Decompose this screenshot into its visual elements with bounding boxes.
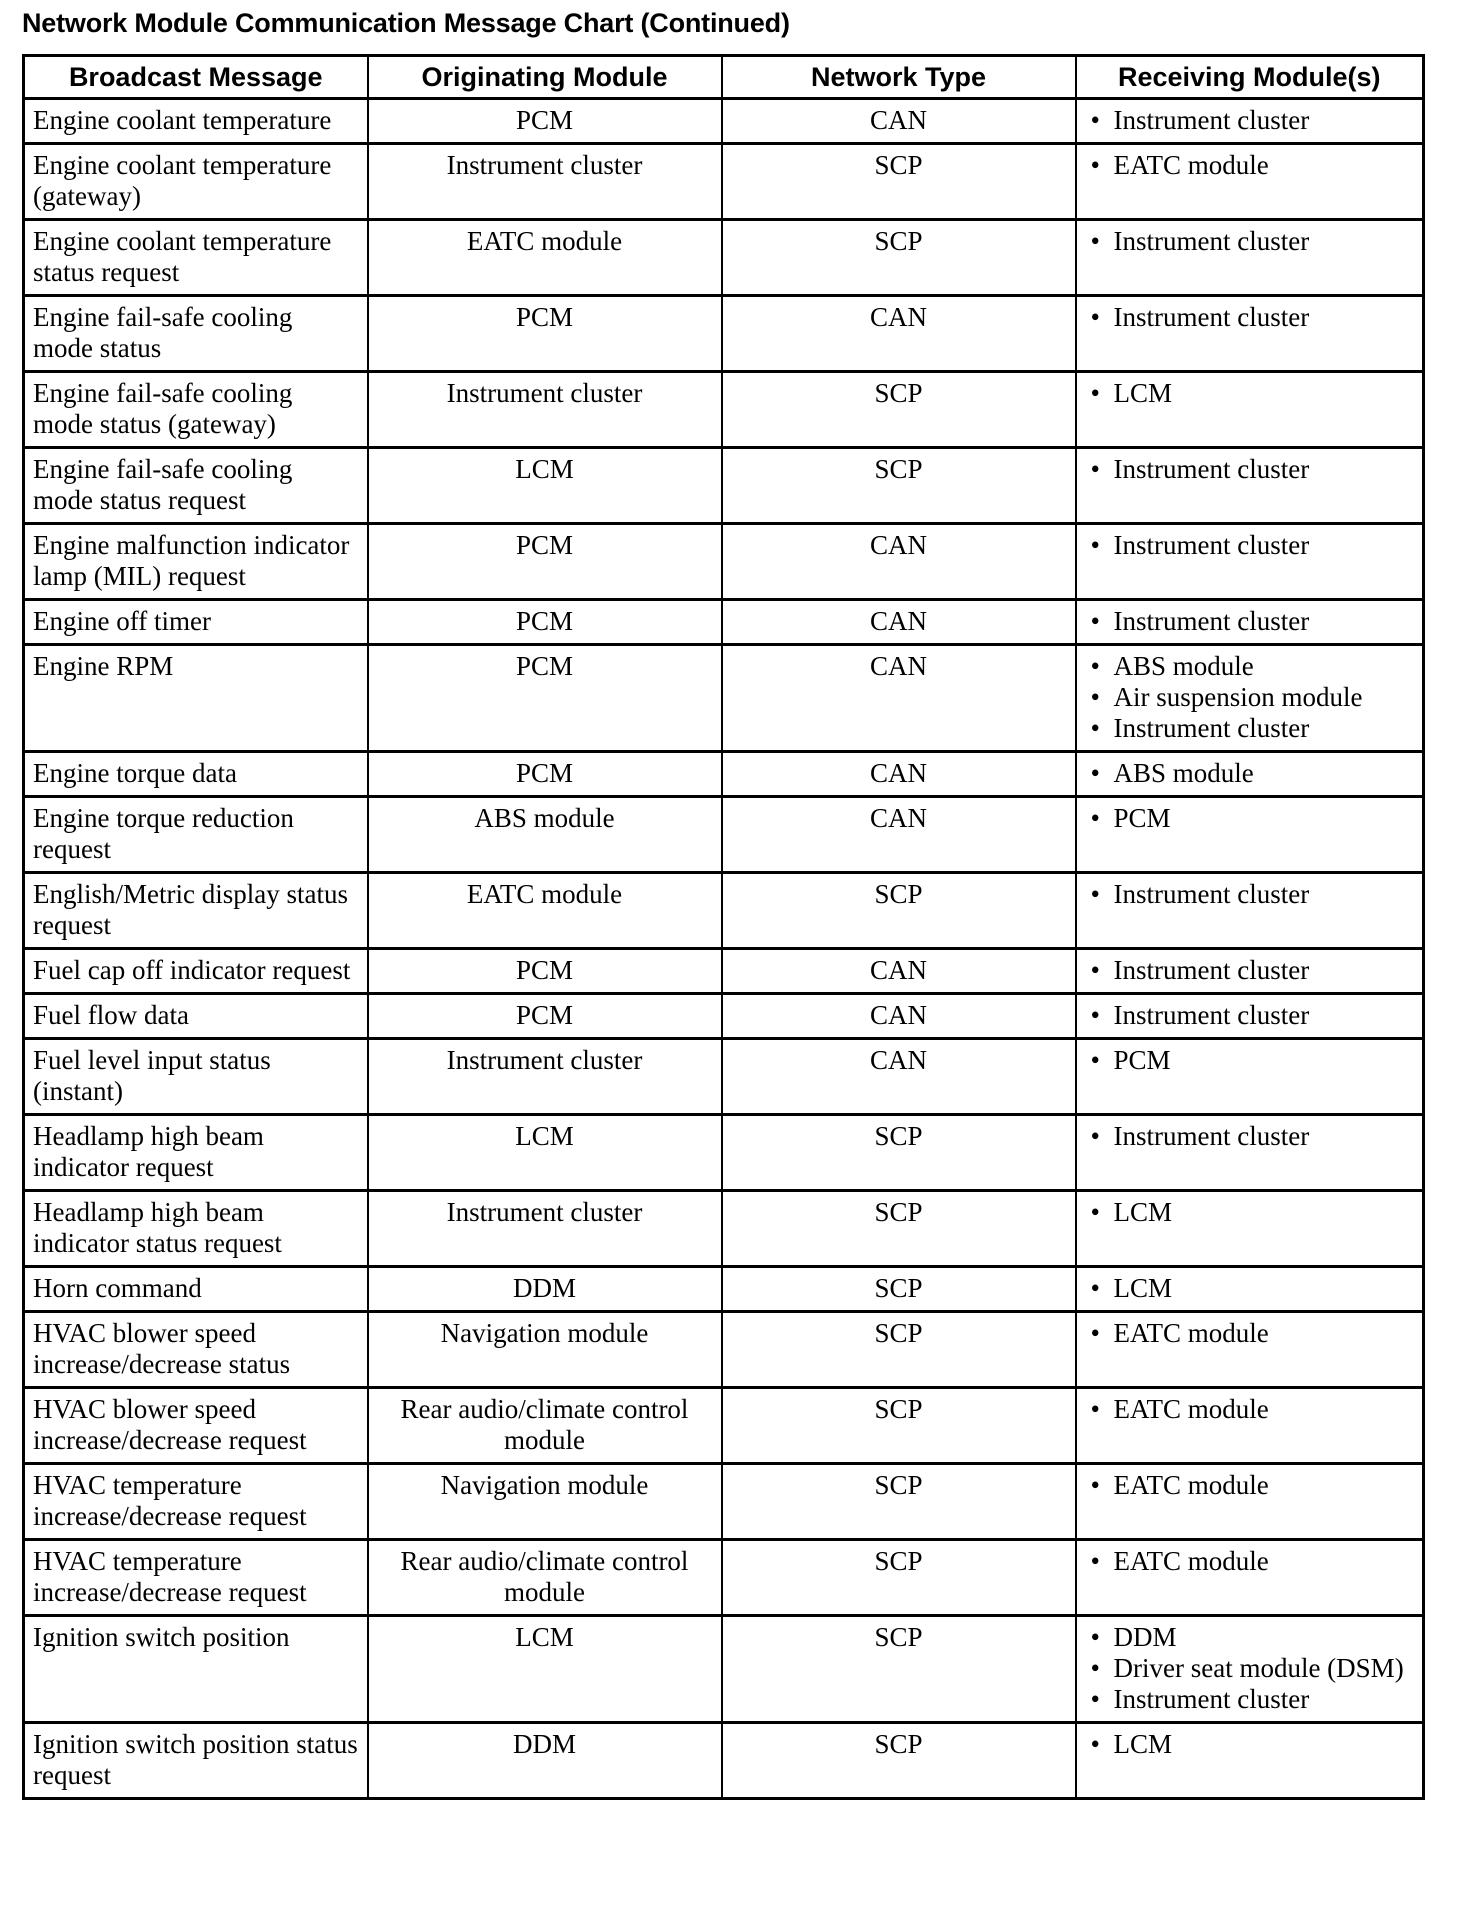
network-type-cell: SCP: [722, 1723, 1076, 1799]
network-type-cell: SCP: [722, 372, 1076, 448]
originating-module-cell: ABS module: [368, 797, 722, 873]
table-row: [24, 524, 1424, 600]
network-type-cell: CAN: [722, 1039, 1076, 1115]
receiving-modules-list: [1087, 302, 1415, 333]
network-type-cell: SCP: [722, 873, 1076, 949]
table-row: [24, 600, 1424, 645]
receiving-modules-list: [1087, 1121, 1415, 1152]
network-type-cell: CAN: [722, 797, 1076, 873]
network-type-cell: CAN: [722, 752, 1076, 797]
network-type-cell: SCP: [722, 1616, 1076, 1723]
originating-module-cell: Rear audio/climate control module: [368, 1388, 722, 1464]
receiving-module-item: • Air suspension module: [1087, 682, 1415, 713]
table-row: [24, 1115, 1424, 1191]
originating-module-cell: LCM: [368, 1616, 722, 1723]
receiving-module-item: • Instrument cluster: [1087, 1684, 1415, 1715]
receiving-modules-cell: [1076, 1616, 1424, 1723]
originating-module-cell: PCM: [368, 296, 722, 372]
broadcast-message-cell: Headlamp high beam indicator status request: [24, 1191, 368, 1267]
table-row: [24, 372, 1424, 448]
broadcast-message-cell: Ignition switch position: [24, 1616, 368, 1723]
receiving-modules-list: [1087, 530, 1415, 561]
table-row: [24, 220, 1424, 296]
table-row: [24, 797, 1424, 873]
receiving-module-item: • Instrument cluster: [1087, 226, 1415, 257]
header-network-type: Network Type: [722, 56, 1076, 99]
table-row: [24, 1388, 1424, 1464]
receiving-module-item: • Driver seat module (DSM): [1087, 1653, 1415, 1684]
receiving-modules-list: [1087, 1470, 1415, 1501]
receiving-modules-cell: [1076, 600, 1424, 645]
receiving-modules-list: [1087, 1197, 1415, 1228]
receiving-modules-cell: [1076, 448, 1424, 524]
network-type-cell: CAN: [722, 645, 1076, 752]
page-title: Network Module Communication Message Chart (Continued): [22, 8, 790, 38]
receiving-module-item: • EATC module: [1087, 1470, 1415, 1501]
network-type-cell: SCP: [722, 220, 1076, 296]
network-type-cell: SCP: [722, 1191, 1076, 1267]
receiving-modules-cell: [1076, 144, 1424, 220]
receiving-module-item: • EATC module: [1087, 1546, 1415, 1577]
originating-module-cell: PCM: [368, 752, 722, 797]
receiving-module-item: • ABS module: [1087, 758, 1415, 789]
header-broadcast-message: Broadcast Message: [24, 56, 368, 99]
receiving-modules-cell: [1076, 797, 1424, 873]
table-row: [24, 1312, 1424, 1388]
table-row: [24, 144, 1424, 220]
receiving-module-item: • LCM: [1087, 378, 1415, 409]
broadcast-message-cell: Fuel level input status (instant): [24, 1039, 368, 1115]
network-type-cell: SCP: [722, 1115, 1076, 1191]
table-row: [24, 1191, 1424, 1267]
receiving-modules-list: [1087, 378, 1415, 409]
network-type-cell: CAN: [722, 949, 1076, 994]
originating-module-cell: EATC module: [368, 220, 722, 296]
table-row: [24, 99, 1424, 144]
receiving-module-item: • Instrument cluster: [1087, 1121, 1415, 1152]
receiving-module-item: • EATC module: [1087, 1394, 1415, 1425]
broadcast-message-cell: Horn command: [24, 1267, 368, 1312]
receiving-module-item: • EATC module: [1087, 150, 1415, 181]
receiving-module-item: • Instrument cluster: [1087, 713, 1415, 744]
network-type-cell: SCP: [722, 1312, 1076, 1388]
originating-module-cell: PCM: [368, 524, 722, 600]
receiving-modules-list: [1087, 1546, 1415, 1577]
receiving-modules-list: [1087, 651, 1415, 744]
table-row: [24, 949, 1424, 994]
receiving-modules-list: [1087, 955, 1415, 986]
table-row: [24, 645, 1424, 752]
receiving-modules-list: [1087, 758, 1415, 789]
receiving-modules-list: [1087, 1622, 1415, 1715]
originating-module-cell: DDM: [368, 1267, 722, 1312]
table-body: [24, 99, 1424, 1799]
network-type-cell: SCP: [722, 144, 1076, 220]
network-type-cell: SCP: [722, 1540, 1076, 1616]
broadcast-message-cell: Engine fail-safe cooling mode status (gateway): [24, 372, 368, 448]
originating-module-cell: Instrument cluster: [368, 1039, 722, 1115]
receiving-modules-cell: [1076, 1388, 1424, 1464]
receiving-module-item: • Instrument cluster: [1087, 105, 1415, 136]
originating-module-cell: Navigation module: [368, 1312, 722, 1388]
broadcast-message-cell: HVAC temperature increase/decrease request: [24, 1540, 368, 1616]
network-type-cell: CAN: [722, 296, 1076, 372]
receiving-modules-cell: [1076, 994, 1424, 1039]
originating-module-cell: PCM: [368, 600, 722, 645]
broadcast-message-cell: Engine torque reduction request: [24, 797, 368, 873]
receiving-module-item: • Instrument cluster: [1087, 955, 1415, 986]
receiving-module-item: • PCM: [1087, 1045, 1415, 1076]
receiving-modules-list: [1087, 1000, 1415, 1031]
network-type-cell: SCP: [722, 1267, 1076, 1312]
receiving-modules-cell: [1076, 873, 1424, 949]
table-row: [24, 752, 1424, 797]
receiving-modules-list: [1087, 1273, 1415, 1304]
receiving-modules-cell: [1076, 1115, 1424, 1191]
network-type-cell: CAN: [722, 99, 1076, 144]
receiving-modules-cell: [1076, 949, 1424, 994]
receiving-modules-cell: [1076, 524, 1424, 600]
table-row: [24, 1267, 1424, 1312]
originating-module-cell: DDM: [368, 1723, 722, 1799]
receiving-modules-cell: [1076, 1540, 1424, 1616]
originating-module-cell: LCM: [368, 448, 722, 524]
receiving-modules-list: [1087, 606, 1415, 637]
broadcast-message-cell: Engine off timer: [24, 600, 368, 645]
originating-module-cell: Navigation module: [368, 1464, 722, 1540]
receiving-modules-cell: [1076, 752, 1424, 797]
originating-module-cell: Rear audio/climate control module: [368, 1540, 722, 1616]
receiving-modules-list: [1087, 803, 1415, 834]
originating-module-cell: PCM: [368, 994, 722, 1039]
table-row: [24, 1464, 1424, 1540]
broadcast-message-cell: Engine coolant temperature: [24, 99, 368, 144]
header-row: [24, 56, 1424, 99]
table-row: [24, 994, 1424, 1039]
receiving-modules-list: [1087, 1729, 1415, 1760]
receiving-modules-cell: [1076, 99, 1424, 144]
network-type-cell: SCP: [722, 448, 1076, 524]
receiving-modules-list: [1087, 1318, 1415, 1349]
table-row: [24, 1616, 1424, 1723]
table-row: [24, 1039, 1424, 1115]
broadcast-message-cell: Engine torque data: [24, 752, 368, 797]
originating-module-cell: PCM: [368, 645, 722, 752]
broadcast-message-cell: HVAC blower speed increase/decrease request: [24, 1388, 368, 1464]
receiving-modules-cell: [1076, 220, 1424, 296]
broadcast-message-cell: Engine malfunction indicator lamp (MIL) request: [24, 524, 368, 600]
receiving-module-item: • ABS module: [1087, 651, 1415, 682]
originating-module-cell: PCM: [368, 949, 722, 994]
broadcast-message-cell: Engine fail-safe cooling mode status: [24, 296, 368, 372]
originating-module-cell: EATC module: [368, 873, 722, 949]
receiving-modules-cell: [1076, 645, 1424, 752]
broadcast-message-cell: Fuel flow data: [24, 994, 368, 1039]
network-type-cell: CAN: [722, 600, 1076, 645]
receiving-module-item: • LCM: [1087, 1197, 1415, 1228]
receiving-modules-cell: [1076, 296, 1424, 372]
receiving-modules-cell: [1076, 1464, 1424, 1540]
table-row: [24, 1540, 1424, 1616]
network-type-cell: CAN: [722, 524, 1076, 600]
table-row: [24, 448, 1424, 524]
originating-module-cell: Instrument cluster: [368, 1191, 722, 1267]
receiving-module-item: • EATC module: [1087, 1318, 1415, 1349]
receiving-module-item: • Instrument cluster: [1087, 454, 1415, 485]
receiving-modules-list: [1087, 1045, 1415, 1076]
broadcast-message-cell: HVAC temperature increase/decrease request: [24, 1464, 368, 1540]
receiving-modules-cell: [1076, 1267, 1424, 1312]
broadcast-message-cell: English/Metric display status request: [24, 873, 368, 949]
message-chart-table: [22, 54, 1425, 1800]
receiving-modules-cell: [1076, 1039, 1424, 1115]
receiving-modules-list: [1087, 105, 1415, 136]
receiving-module-item: • Instrument cluster: [1087, 1000, 1415, 1031]
broadcast-message-cell: Engine coolant temperature (gateway): [24, 144, 368, 220]
receiving-module-item: • Instrument cluster: [1087, 879, 1415, 910]
receiving-module-item: • Instrument cluster: [1087, 530, 1415, 561]
network-type-cell: SCP: [722, 1388, 1076, 1464]
receiving-module-item: • LCM: [1087, 1273, 1415, 1304]
network-type-cell: SCP: [722, 1464, 1076, 1540]
originating-module-cell: PCM: [368, 99, 722, 144]
receiving-modules-list: [1087, 150, 1415, 181]
broadcast-message-cell: Engine fail-safe cooling mode status request: [24, 448, 368, 524]
receiving-modules-cell: [1076, 1312, 1424, 1388]
table-row: [24, 873, 1424, 949]
receiving-modules-list: [1087, 226, 1415, 257]
originating-module-cell: Instrument cluster: [368, 144, 722, 220]
broadcast-message-cell: Engine coolant temperature status request: [24, 220, 368, 296]
receiving-modules-list: [1087, 454, 1415, 485]
receiving-module-item: • PCM: [1087, 803, 1415, 834]
receiving-modules-list: [1087, 879, 1415, 910]
receiving-modules-cell: [1076, 1191, 1424, 1267]
broadcast-message-cell: Headlamp high beam indicator request: [24, 1115, 368, 1191]
broadcast-message-cell: Ignition switch position status request: [24, 1723, 368, 1799]
receiving-module-item: • LCM: [1087, 1729, 1415, 1760]
receiving-modules-cell: [1076, 1723, 1424, 1799]
originating-module-cell: LCM: [368, 1115, 722, 1191]
broadcast-message-cell: Fuel cap off indicator request: [24, 949, 368, 994]
originating-module-cell: Instrument cluster: [368, 372, 722, 448]
receiving-module-item: • DDM: [1087, 1622, 1415, 1653]
receiving-module-item: • Instrument cluster: [1087, 302, 1415, 333]
receiving-module-item: • Instrument cluster: [1087, 606, 1415, 637]
table-row: [24, 1723, 1424, 1799]
table-row: [24, 296, 1424, 372]
header-receiving-modules: Receiving Module(s): [1076, 56, 1424, 99]
header-originating-module: Originating Module: [368, 56, 722, 99]
broadcast-message-cell: HVAC blower speed increase/decrease status: [24, 1312, 368, 1388]
receiving-modules-list: [1087, 1394, 1415, 1425]
receiving-modules-cell: [1076, 372, 1424, 448]
network-type-cell: CAN: [722, 994, 1076, 1039]
broadcast-message-cell: Engine RPM: [24, 645, 368, 752]
